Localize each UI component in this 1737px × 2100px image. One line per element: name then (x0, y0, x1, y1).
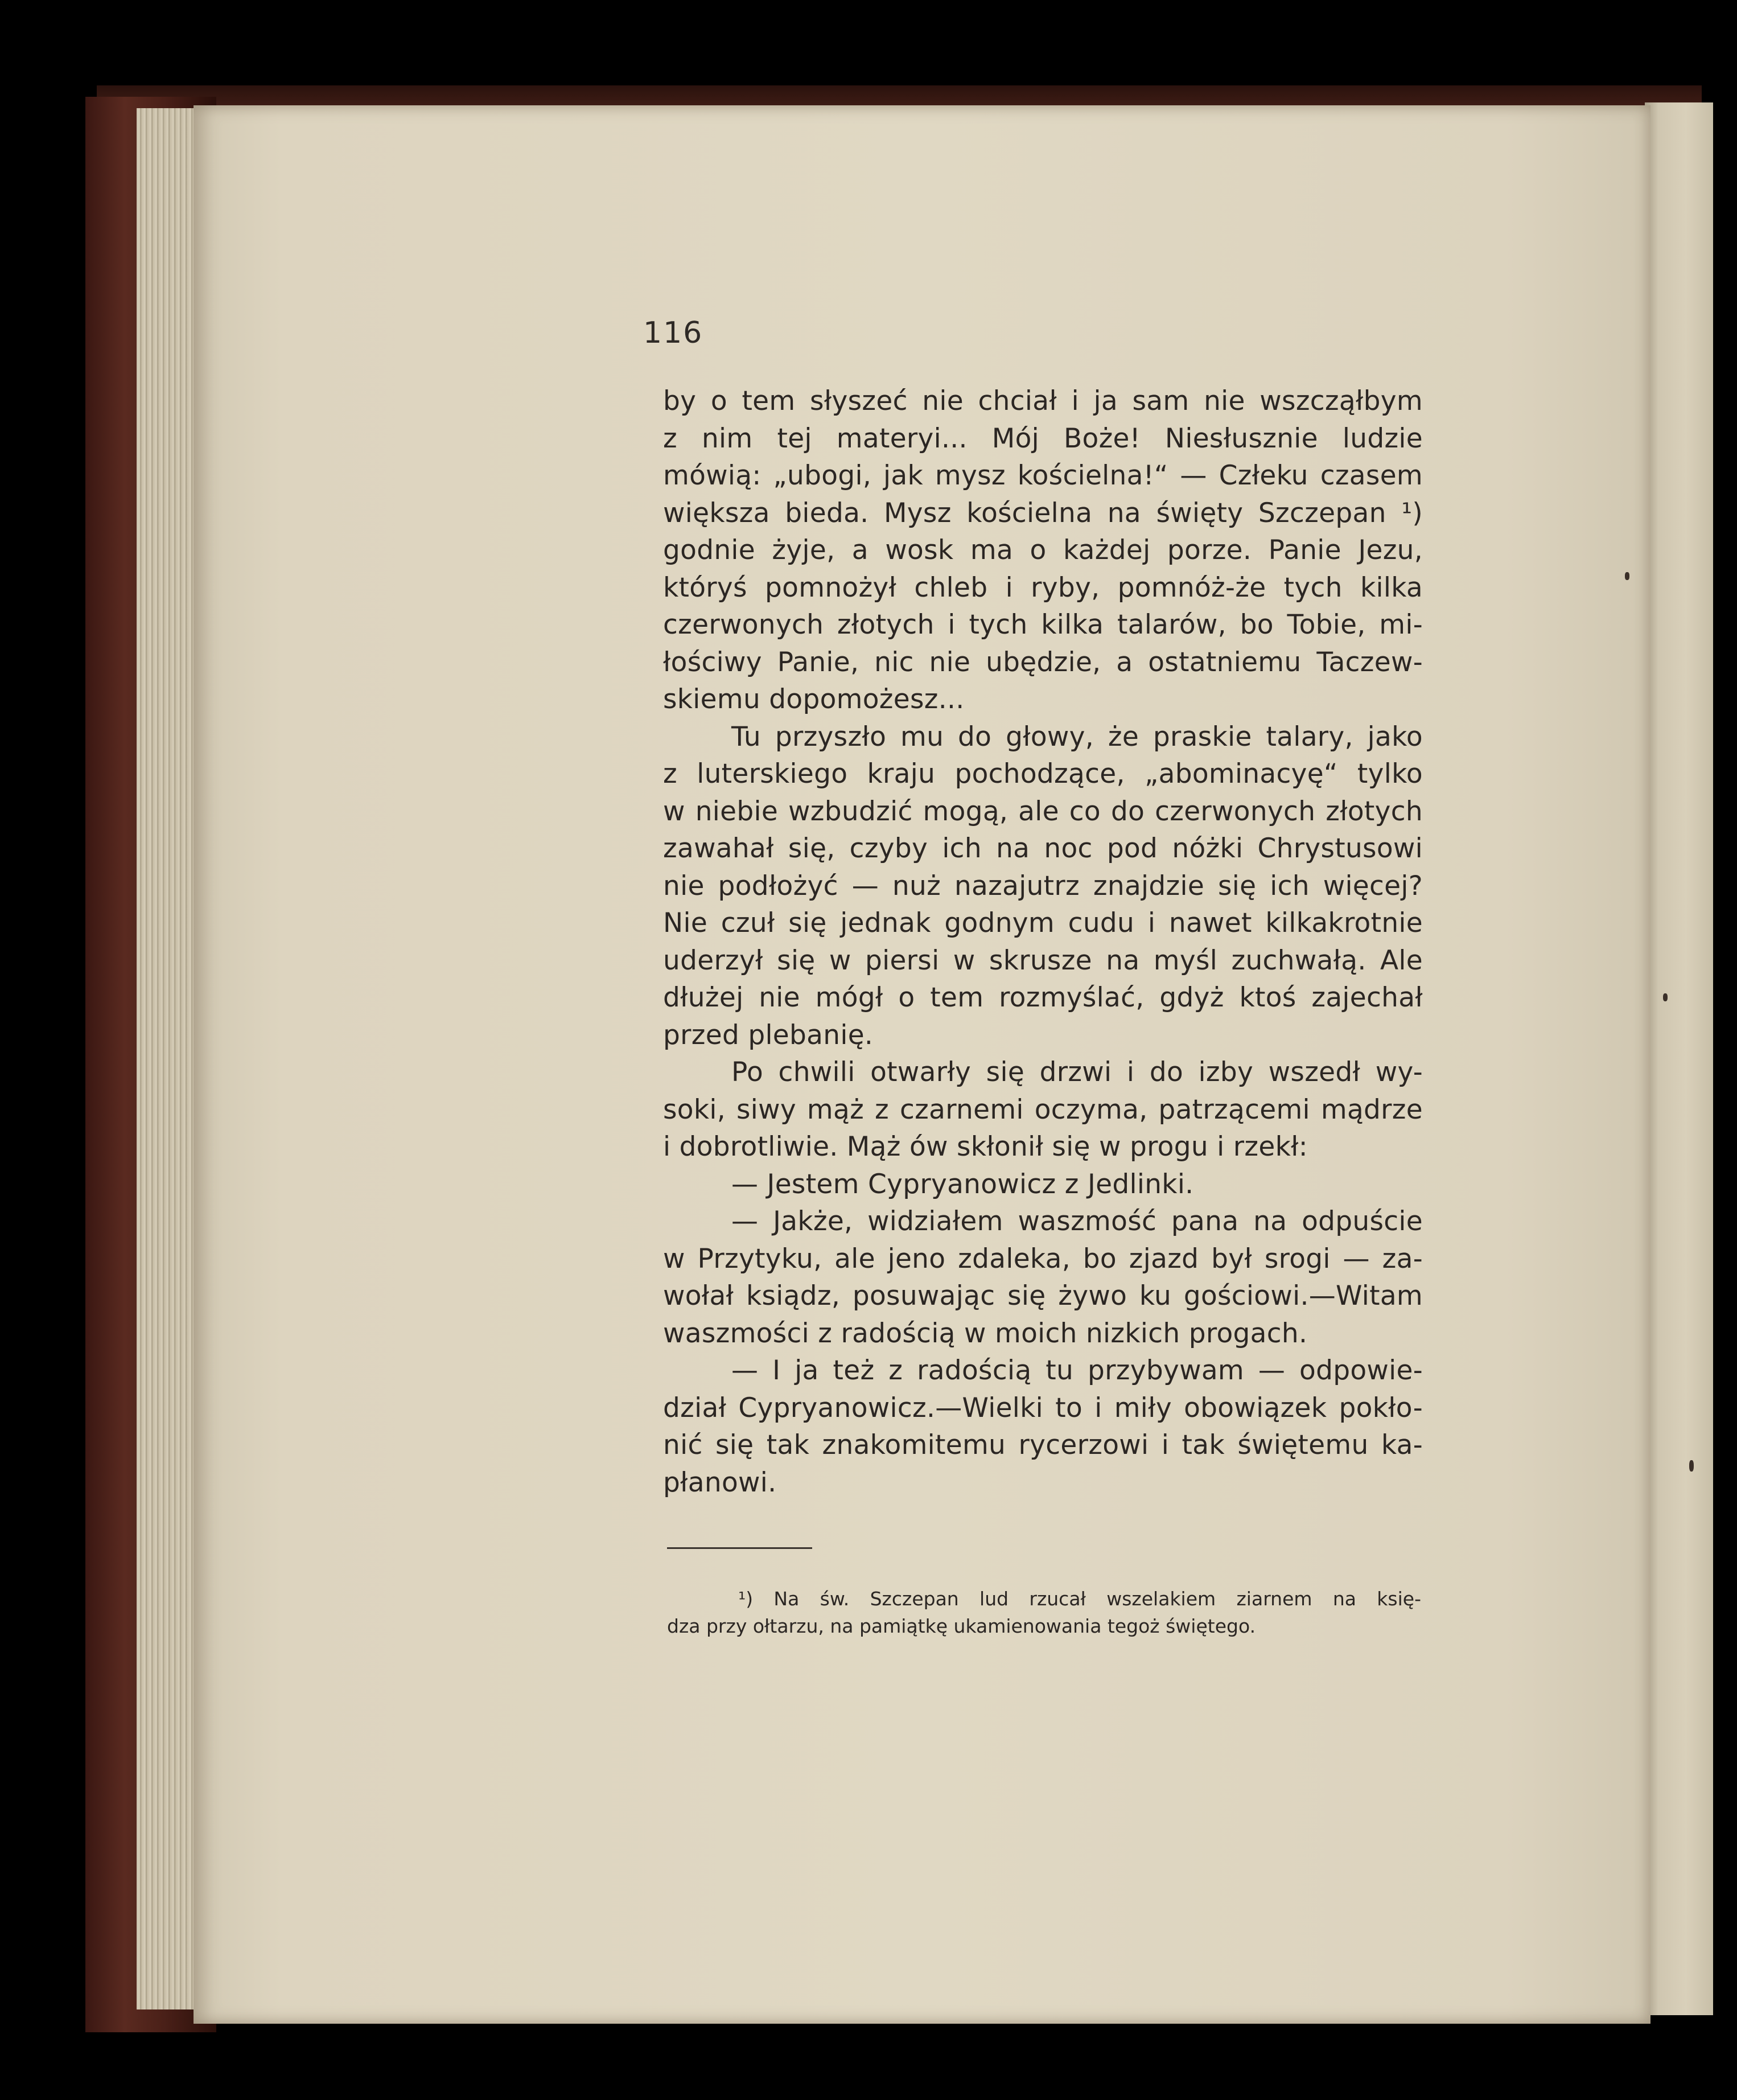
text-line: nić się tak znakomitemu rycerzowi i tak świętemu ka- (663, 1429, 1423, 1461)
text-line: by o tem słyszeć nie chciał i ja sam nie wszcząłbym (663, 385, 1423, 417)
text-line: zawahał się, czyby ich na noc pod nóżki Chrystusowi (663, 833, 1423, 864)
text-line: płanowi. (663, 1466, 777, 1498)
text-line: czerwonych złotych i tych kilka talarów, bo Tobie, mi- (663, 609, 1423, 640)
text-line: Nie czuł się jednak godnym cudu i nawet kilkakrotnie (663, 907, 1423, 939)
footnote-line: ¹) Na św. Szczepan lud rzucał wszelakiem ziarnem na księ- (738, 1588, 1421, 1610)
text-line: skiemu dopomożesz... (663, 684, 965, 715)
text-line: soki, siwy mąż z czarnemi oczyma, patrzącemi mądrze (663, 1094, 1423, 1125)
text-line: z nim tej materyi... Mój Boże! Niesłusznie ludzie (663, 422, 1423, 454)
text-line: Tu przyszło mu do głowy, że praskie talary, jako (731, 721, 1423, 753)
body-text (663, 383, 1423, 1501)
footnote (667, 1585, 1421, 1640)
page-number: 116 (643, 316, 703, 350)
text-line: w Przytyku, ale jeno zdaleka, bo zjazd był srogi — za- (663, 1243, 1423, 1275)
text-line: wołał ksiądz, posuwając się żywo ku gościowi.—Witam (663, 1280, 1423, 1312)
text-line: przed plebanię. (663, 1019, 874, 1051)
text-line: w niebie wzbudzić mogą, ale co do czerwonych złotych (663, 795, 1423, 827)
text-line: — I ja też z radością tu przybywam — odpowie- (731, 1355, 1423, 1386)
text-line: dział Cypryanowicz.—Wielki to i miły obowiązek pokło- (663, 1392, 1423, 1424)
text-line: godnie żyje, a wosk ma o każdej porze. Panie Jezu, (663, 535, 1423, 566)
paper-speck (1689, 1460, 1694, 1472)
text-line: Po chwili otwarły się drzwi i do izby wszedł wy- (731, 1057, 1423, 1088)
text-line: i dobrotliwie. Mąż ów skłonił się w progu i rzekł: (663, 1131, 1308, 1162)
text-line: większa bieda. Mysz kościelna na święty Szczepan ¹) (663, 497, 1423, 529)
text-line: mówią: „ubogi, jak mysz kościelna!“ — Człeku czasem (663, 460, 1423, 491)
text-line: waszmości z radością w moich nizkich progach. (663, 1317, 1308, 1349)
next-page-edge (1645, 102, 1713, 2015)
footnote-line: dza przy ołtarzu, na pamiątkę ukamienowania tegoż świętego. (667, 1615, 1256, 1637)
text-line: — Jakże, widziałem waszmość pana na odpuście (731, 1206, 1423, 1237)
text-line: uderzył się w piersi w skrusze na myśl zuchwałą. Ale (663, 944, 1423, 976)
footnote-divider (667, 1547, 812, 1549)
paper-speck (1663, 993, 1668, 1001)
text-line: nie podłożyć — nuż nazajutrz znajdzie się ich więcej? (663, 870, 1423, 902)
text-line: dłużej nie mógł o tem rozmyślać, gdyż ktoś zajechał (663, 982, 1423, 1013)
text-line: któryś pomnożył chleb i ryby, pomnóż-że tych kilka (663, 572, 1423, 603)
text-line: z luterskiego kraju pochodzące, „abominacyę“ tylko (663, 758, 1423, 790)
text-line: — Jestem Cypryanowicz z Jedlinki. (731, 1168, 1194, 1200)
text-line: łościwy Panie, nic nie ubędzie, a ostatniemu Taczew- (663, 646, 1423, 678)
paper-speck (1625, 572, 1629, 580)
